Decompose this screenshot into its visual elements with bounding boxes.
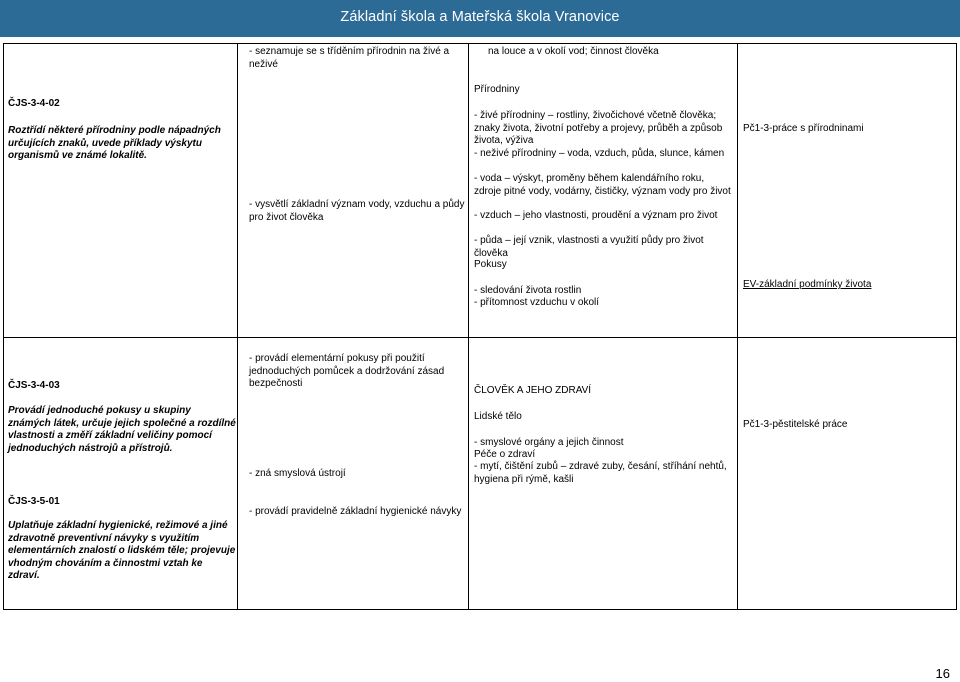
- code-cjs-3-4-03: ČJS-3-4-03: [8, 380, 60, 391]
- page-header-title: Základní škola a Mateřská škola Vranovice: [340, 9, 620, 25]
- outcome-pokusy: - provádí elementární pokusy při použití jednoduchých pomůcek a dodržování zásad bezpečnosti: [249, 353, 445, 389]
- outcome-water-air-soil: - vysvětlí základní význam vody, vzduchu a půdy pro život člověka: [249, 199, 465, 223]
- link-pc-prirodniny: Pč1-3-práce s přírodninami: [743, 123, 864, 134]
- code-cjs-3-5-01: ČJS-3-5-01: [8, 496, 60, 507]
- description-cjs-3-4-03: Provádí jednoduché pokusy u skupiny známých látek, určuje jejich společné a rozdílné vlastnosti a změří základní veličiny pomocí jednoduchých nástrojů a přístrojů.: [8, 405, 236, 454]
- description-cjs-3-5-01: Uplatňuje základní hygienické, režimové a jiné zdravotně preventivní návyky s využitím elementárních znalostí o lidském těle; projevuje vhodným chováním a činnostmi vztah ke zdraví.: [8, 520, 236, 581]
- content-line-hygiena: - mytí, čištění zubů – zdravé zuby, česání, stříhání nehtů, hygiena při rýmě, kašli: [474, 461, 727, 485]
- content-heading-prirodniny: Přírodniny: [474, 84, 520, 95]
- content-line-smyslove: - smyslové orgány a jejich činnost: [474, 437, 624, 448]
- content-lidske-telo: Lidské tělo: [474, 411, 522, 422]
- description-cjs-3-4-02: Roztřídí některé přírodniny podle nápadných určujících znaků, uvede příklady výskytu organismů ve známé lokalitě.: [8, 125, 221, 161]
- content-pokusy-rostlin: - sledování života rostlin: [474, 285, 582, 296]
- content-line-nezive: - neživé přírodniny – voda, vzduch, půda, slunce, kámen: [474, 148, 725, 159]
- content-pokusy-heading: Pokusy: [474, 259, 507, 270]
- link-pc-pestitelske: Pč1-3-pěstitelské práce: [743, 419, 848, 430]
- code-cjs-3-4-02: ČJS-3-4-02: [8, 98, 60, 109]
- content-line-puda: - půda – její vznik, vlastnosti a využití půdy pro život člověka: [474, 235, 704, 259]
- content-heading-clovek: ČLOVĚK A JEHO ZDRAVÍ: [474, 385, 592, 396]
- content-meadow-water: na louce a v okolí vod; činnost člověka: [488, 46, 659, 57]
- content-pece-o-zdravi: Péče o zdraví: [474, 449, 536, 460]
- content-line-voda: - voda – výskyt, proměny během kalendářního roku, zdroje pitné vody, vodárny, čističky, význam vody pro život: [474, 173, 731, 197]
- content-line-vzduch: - vzduch – jeho vlastnosti, proudění a význam pro život: [474, 210, 718, 221]
- content-line-zive: - živé přírodniny – rostliny, živočichové včetně člověka; znaky života, životní potřeby a projevy, průběh a způsob života, výživa: [474, 110, 723, 146]
- outcome-sorting-nature: - seznamuje se s tříděním přírodnin na živé a neživé: [249, 46, 450, 70]
- content-pokusy-vzduch: - přítomnost vzduchu v okolí: [474, 297, 600, 308]
- outcome-smyslova-ustroji: - zná smyslová ústrojí: [249, 468, 346, 479]
- outcome-hygienicke-navyky: - provádí pravidelně základní hygienické návyky: [249, 506, 462, 517]
- link-ev-podminky[interactable]: EV-základní podmínky života: [743, 279, 872, 290]
- page-number: 16: [935, 666, 950, 681]
